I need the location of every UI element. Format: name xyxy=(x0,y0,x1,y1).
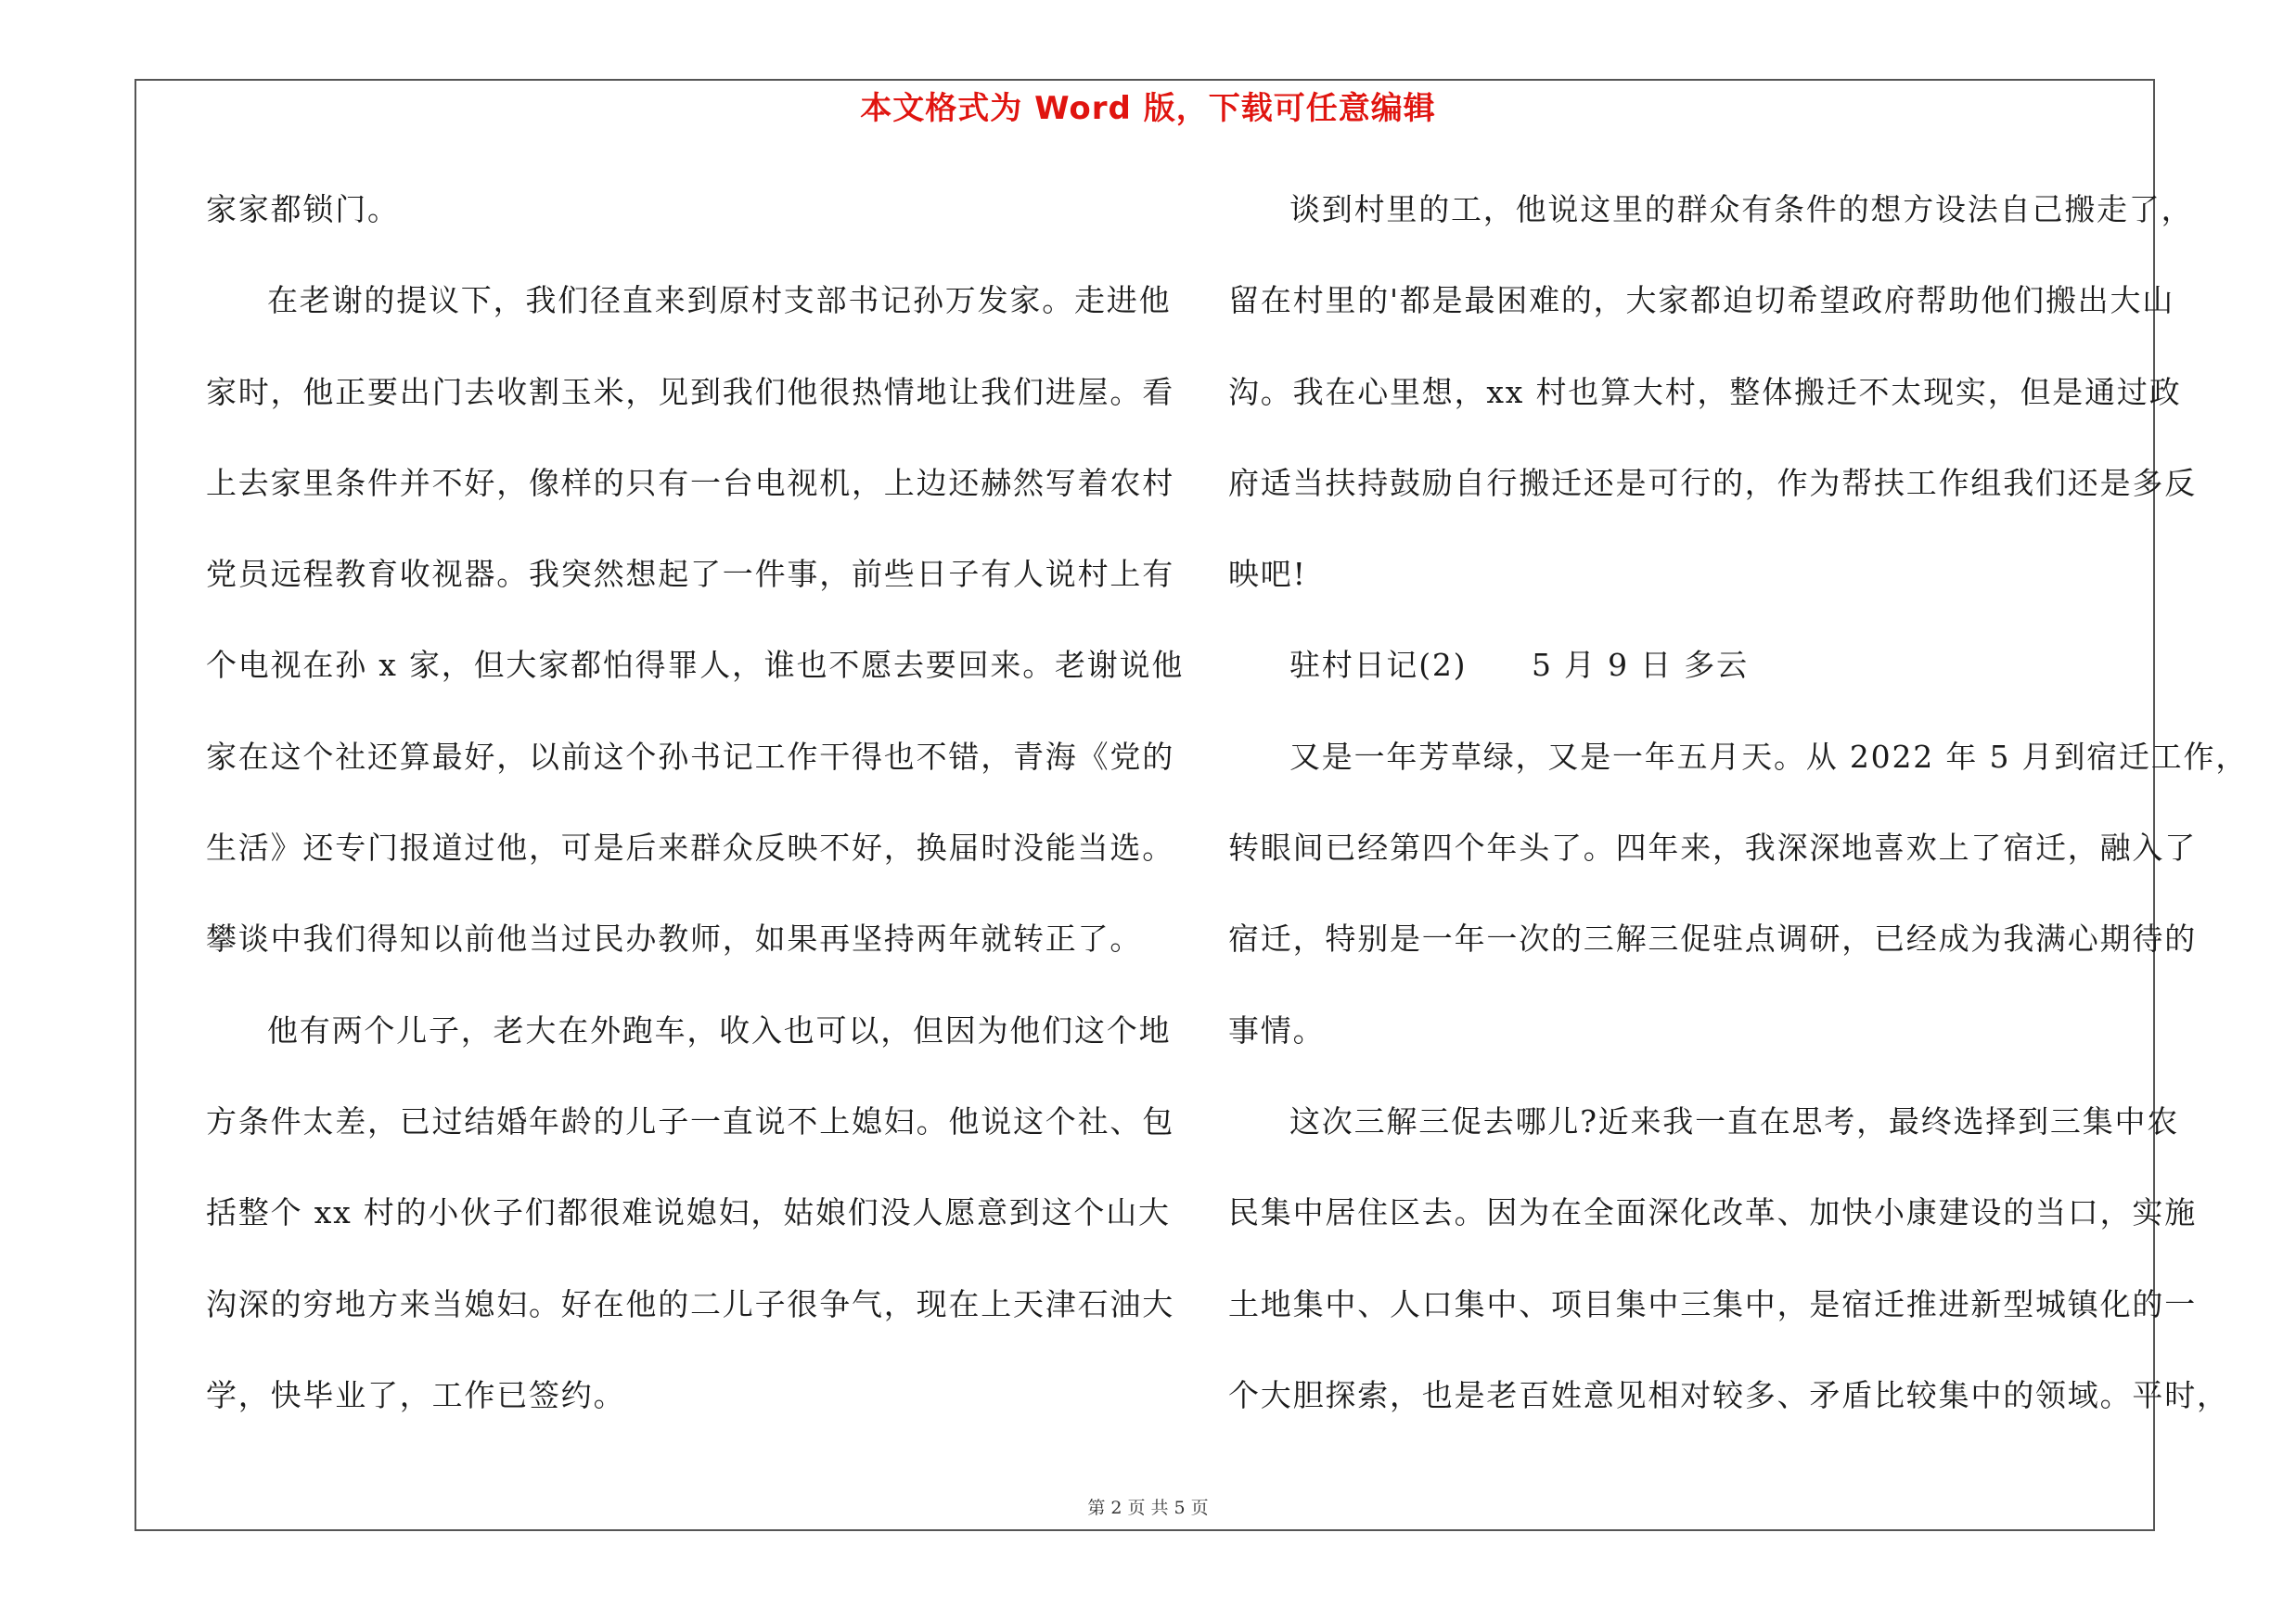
text-line: 留在村里的'都是最困难的，大家都迫切希望政府帮助他们搬出大山 xyxy=(1228,282,2175,319)
diary-heading: 驻村日记(2) 5 月 9 日 多云 xyxy=(1289,647,1749,684)
text-line: 这次三解三促去哪儿?近来我一直在思考，最终选择到三集中农 xyxy=(1289,1102,2180,1140)
text-line: 土地集中、人口集中、项目集中三集中，是宿迁推进新型城镇化的一 xyxy=(1228,1285,2197,1322)
text-line: 括整个 xx 村的小伙子们都很难说媳妇，姑娘们没人愿意到这个山大 xyxy=(206,1194,1171,1231)
text-line: 家时，他正要出门去收割玉米，见到我们他很热情地让我们进屋。看 xyxy=(206,373,1174,410)
left-column xyxy=(206,182,1185,1459)
format-banner: 本文格式为 Word 版，下载可任意编辑 xyxy=(860,90,1436,127)
text-line: 谈到村里的工，他说这里的群众有条件的想方设法自己搬走了， xyxy=(1289,191,2194,227)
text-line: 家在这个社还算最好，以前这个孙书记工作干得也不错，青海《党的 xyxy=(206,738,1174,775)
text-line: 个电视在孙 x 家，但大家都怕得罪人，谁也不愿去要回来。老谢说他 xyxy=(206,647,1185,684)
text-line: 宿迁，特别是一年一次的三解三促驻点调研，已经成为我满心期待的 xyxy=(1228,921,2197,958)
text-line: 沟深的穷地方来当媳妇。好在他的二儿子很争气，现在上天津石油大 xyxy=(206,1285,1174,1322)
text-line: 民集中居住区去。因为在全面深化改革、加快小康建设的当口，实施 xyxy=(1228,1194,2197,1231)
right-column xyxy=(1228,182,2249,1459)
page-number: 第 2 页 共 5 页 xyxy=(1087,1498,1209,1518)
text-line: 生活》还专门报道过他，可是后来群众反映不好，换届时没能当选。 xyxy=(206,830,1174,867)
text-line: 映吧! xyxy=(1228,556,1307,593)
text-line: 家家都锁门。 xyxy=(206,191,400,227)
text-line: 他有两个儿子，老大在外跑车，收入也可以，但因为他们这个地 xyxy=(267,1011,1172,1049)
text-line: 转眼间已经第四个年头了。四年来，我深深地喜欢上了宿迁，融入了 xyxy=(1228,830,2197,867)
text-line: 事情。 xyxy=(1228,1011,1326,1049)
text-line: 在老谢的提议下，我们径直来到原村支部书记孙万发家。走进他 xyxy=(267,282,1172,319)
text-line: 府适当扶持鼓励自行搬迁还是可行的，作为帮扶工作组我们还是多反 xyxy=(1228,464,2197,501)
text-line: 方条件太差，已过结婚年龄的儿子一直说不上媳妇。他说这个社、包 xyxy=(206,1102,1174,1140)
text-line: 个大胆探索，也是老百姓意见相对较多、矛盾比较集中的领域。平时， xyxy=(1228,1376,2229,1413)
text-line: 学，快毕业了，工作已签约。 xyxy=(206,1376,626,1413)
text-line: 攀谈中我们得知以前他当过民办教师，如果再坚持两年就转正了。 xyxy=(206,921,1143,958)
text-line: 沟。我在心里想，xx 村也算大村，整体搬迁不太现实，但是通过政 xyxy=(1228,373,2182,410)
text-line: 党员远程教育收视器。我突然想起了一件事，前些日子有人说村上有 xyxy=(206,556,1174,593)
text-line: 又是一年芳草绿，又是一年五月天。从 2022 年 5 月到宿迁工作， xyxy=(1289,738,2249,775)
text-line: 上去家里条件并不好，像样的只有一台电视机，上边还赫然写着农村 xyxy=(206,464,1174,501)
